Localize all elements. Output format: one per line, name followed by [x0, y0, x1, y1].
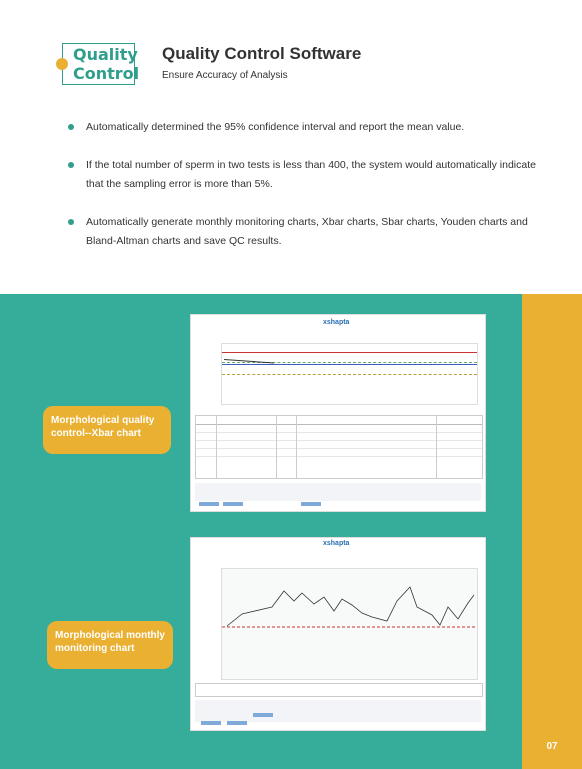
screenshot-brand: xshapta	[323, 540, 350, 547]
logo-dot-icon	[56, 58, 68, 70]
data-table	[195, 415, 483, 479]
form-button[interactable]	[253, 713, 273, 717]
data-table	[195, 683, 483, 697]
feature-list	[68, 118, 548, 270]
form-area	[195, 483, 481, 501]
monthly-chart-svg	[222, 569, 477, 679]
logo-line2: Control	[73, 64, 140, 83]
form-button[interactable]	[223, 502, 243, 506]
chart-plot-area	[221, 568, 478, 680]
form-button[interactable]	[201, 721, 221, 725]
feature-item-3: Automatically generate monthly monitoring charts, Xbar charts, Sbar charts, Youden charts and Bland-Altman charts and save QC results.	[68, 213, 548, 251]
form-button[interactable]	[199, 502, 219, 506]
page-number: 07	[546, 741, 558, 752]
form-button[interactable]	[301, 502, 321, 506]
page-title: Quality Control Software	[162, 44, 362, 63]
orange-band	[522, 294, 582, 769]
monthly-chart-label: Morphological monthly monitoring chart	[47, 621, 173, 669]
chart-plot-area	[221, 343, 478, 405]
form-button[interactable]	[227, 721, 247, 725]
screenshot-brand: xshapta	[323, 319, 350, 326]
monthly-chart-screenshot	[190, 537, 486, 731]
form-area	[195, 700, 481, 722]
xbar-chart-label: Morphological quality control--Xbar chart	[43, 406, 171, 454]
xbar-chart-screenshot	[190, 314, 486, 512]
page-subtitle: Ensure Accuracy of Analysis	[162, 70, 288, 81]
feature-item-1: Automatically determined the 95% confidence interval and report the mean value.	[68, 118, 548, 137]
logo-line1: Quality	[73, 45, 138, 64]
feature-item-2: If the total number of sperm in two tests is less than 400, the system would automatically indicate that the sampling error is more than 5%.	[68, 156, 548, 194]
